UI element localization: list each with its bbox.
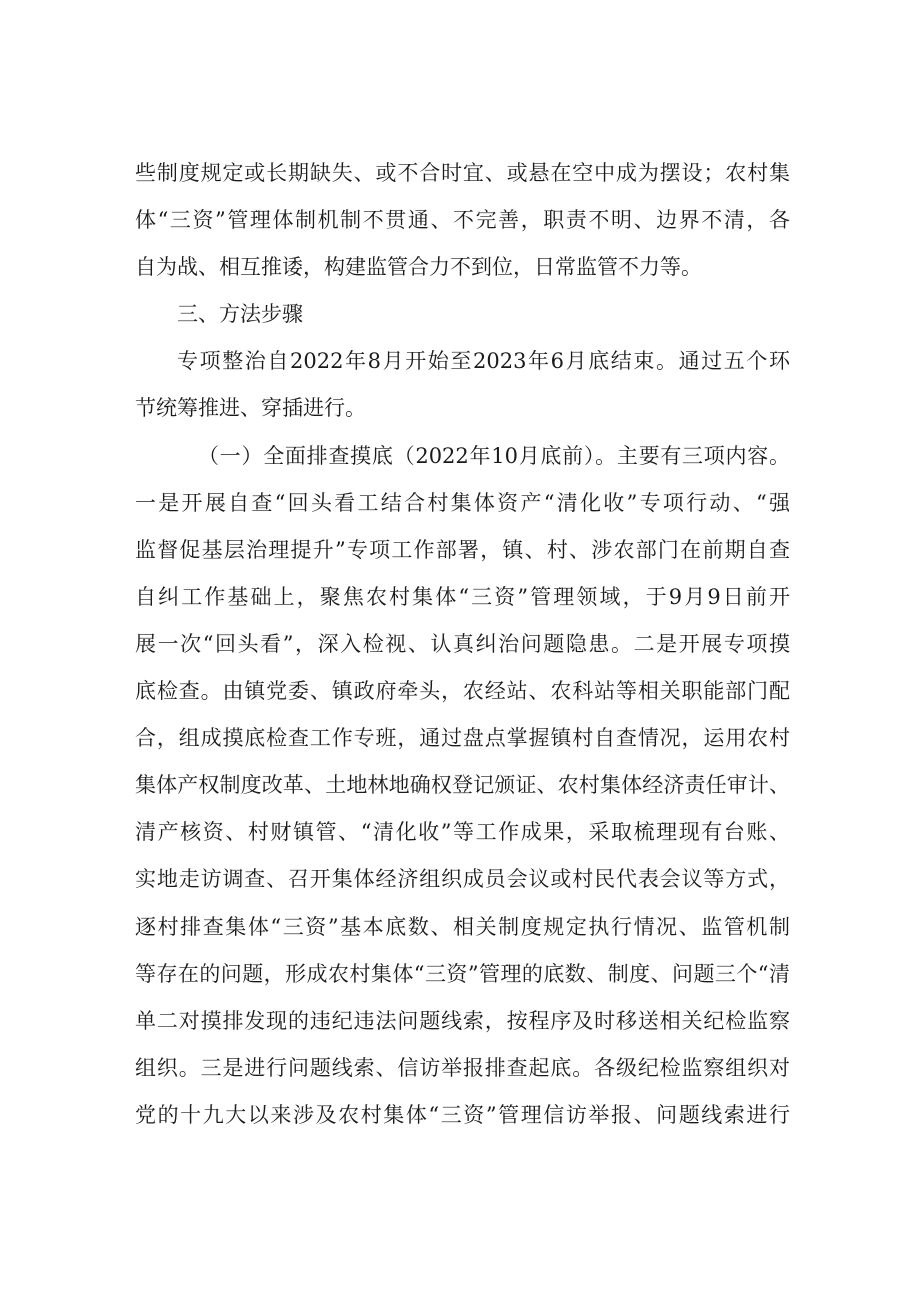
- text-line-11: 展一次“回头看”，深入检视、认真纠治问题隐患。二是开展专项摸: [135, 631, 790, 656]
- text-line-14: 集体产权制度改革、土地林地确权登记颁证、农村集体经济责任审计、: [135, 773, 790, 798]
- text-line-20: 组织。三是进行问题线索、信访举报排查起底。各级纪检监察组织对: [135, 1055, 790, 1080]
- text-line-9: 监督促基层治理提升”专项工作部署，镇、村、涉农部门在前期自查: [135, 537, 790, 562]
- text-line-10: 自纠工作基础上，聚焦农村集体“三资”管理领域，于9月9日前开: [135, 584, 790, 609]
- text-line-17: 逐村排查集体“三资”基本底数、相关制度规定执行情况、监管机制: [135, 914, 790, 939]
- text-line-1: 些制度规定或长期缺失、或不合时宜、或悬在空中成为摆设；农村集: [135, 161, 790, 185]
- text-line-13: 合，组成摸底检查工作专班，通过盘点掌握镇村自查情况，运用农村: [135, 726, 790, 751]
- section-heading: 三、方法步骤: [177, 302, 303, 327]
- text-line-18: 等存在的问题，形成农村集体“三资”管理的底数、制度、问题三个“清: [135, 961, 790, 986]
- text-line-2: 体“三资”管理体制机制不贯通、不完善，职责不明、边界不清，各: [135, 208, 790, 233]
- text-line-19: 单二对摸排发现的违纪违法问题线索，按程序及时移送相关纪检监察: [135, 1008, 790, 1033]
- text-line-15: 清产核资、村财镇管、“清化收”等工作成果，采取梳理现有台账、: [135, 820, 790, 845]
- text-line-8: 一是开展自查“回头看工结合村集体资产“清化收”专项行动、“强: [135, 490, 790, 515]
- text-line-6: 节统筹推进、穿插进行。: [135, 396, 366, 421]
- text-line-3: 自为战、相互推诿，构建监管合力不到位，日常监管不力等。: [135, 255, 702, 280]
- text-line-21: 党的十九大以来涉及农村集体“三资”管理信访举报、问题线索进行: [135, 1102, 790, 1127]
- text-line-12: 底检查。由镇党委、镇政府牵头，农经站、农科站等相关职能部门配: [135, 679, 790, 704]
- text-line-5: 专项整治自2022年8月开始至2023年6月底结束。通过五个环: [177, 349, 790, 374]
- text-line-16: 实地走访调查、召开集体经济组织成员会议或村民代表会议等方式，: [135, 867, 790, 892]
- subsection-heading-line: （一）全面排查摸底（2022年10月底前）。主要有三项内容。: [198, 443, 790, 468]
- body-text: [135, 150, 790, 1139]
